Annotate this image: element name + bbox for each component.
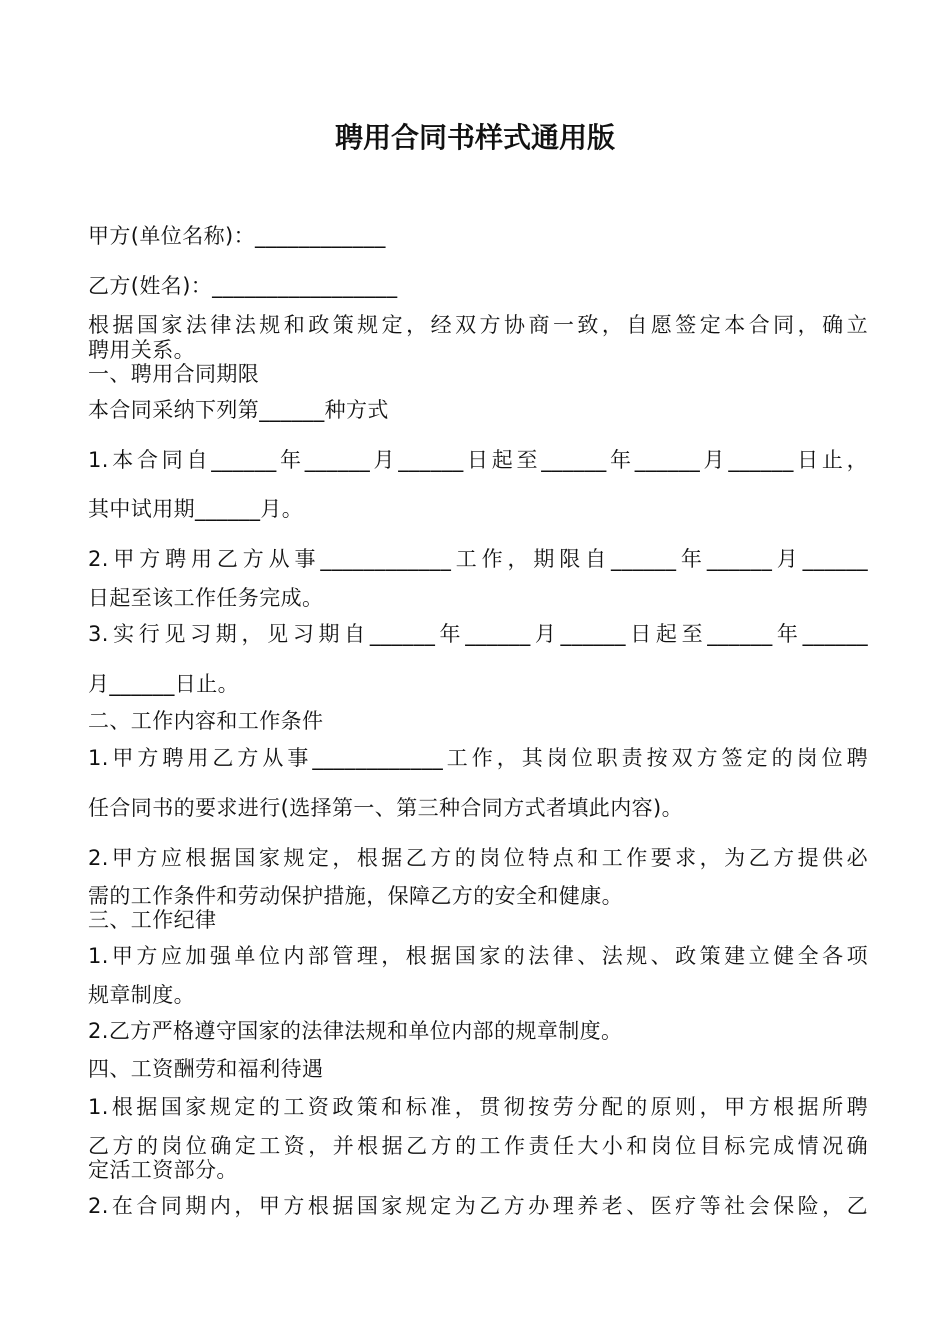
paragraph-line: 定活工资部分。 <box>88 1158 238 1182</box>
paragraph-line: 任合同书的要求进行(选择第一、第三种合同方式者填此内容)。 <box>88 796 683 820</box>
paragraph-line: 2.在合同期内，甲方根据国家规定为乙方办理养老、医疗等社会保险，乙 <box>88 1194 868 1218</box>
paragraph-line: 1.根据国家规定的工资政策和标准，贯彻按劳分配的原则，甲方根据所聘 <box>88 1095 868 1119</box>
paragraph-line: 1.甲方应加强单位内部管理，根据国家的法律、法规、政策建立健全各项 <box>88 944 868 968</box>
paragraph-line: 3.实行见习期，见习期自______年______月______日起至______年______ <box>88 622 868 646</box>
paragraph-line: 需的工作条件和劳动保护措施，保障乙方的安全和健康。 <box>88 884 623 908</box>
paragraph-line: 1.本合同自______年______月______日起至______年______月______日止， <box>88 448 868 472</box>
party-b-line: 乙方(姓名)：_________________ <box>88 274 398 298</box>
party-a-line: 甲方(单位名称)：____________ <box>88 224 386 248</box>
paragraph-line: 聘用关系。 <box>88 338 195 362</box>
section-heading: 二、工作内容和工作条件 <box>88 709 324 733</box>
paragraph-line: 月______日止。 <box>88 672 239 696</box>
section-heading: 三、工作纪律 <box>88 908 217 932</box>
paragraph-line: 1.甲方聘用乙方从事____________工作，其岗位职责按双方签定的岗位聘 <box>88 746 868 770</box>
paragraph-line: 2.甲方应根据国家规定，根据乙方的岗位特点和工作要求，为乙方提供必 <box>88 846 868 870</box>
section-heading: 四、工资酬劳和福利待遇 <box>88 1057 324 1081</box>
paragraph-line: 其中试用期______月。 <box>88 497 304 521</box>
section-heading: 一、聘用合同期限 <box>88 362 260 386</box>
paragraph-line: 规章制度。 <box>88 983 195 1007</box>
paragraph-line: 根据国家法律法规和政策规定，经双方协商一致，自愿签定本合同，确立 <box>88 313 868 337</box>
paragraph-line: 日起至该工作任务完成。 <box>88 586 324 610</box>
paragraph-line: 本合同采纳下列第______种方式 <box>88 398 389 422</box>
paragraph-line: 2.甲方聘用乙方从事____________工作，期限自______年______月______ <box>88 547 868 571</box>
paragraph-line: 2.乙方严格遵守国家的法律法规和单位内部的规章制度。 <box>88 1019 623 1043</box>
document-title: 聘用合同书样式通用版 <box>334 121 615 154</box>
paragraph-line: 乙方的岗位确定工资，并根据乙方的工作责任大小和岗位目标完成情况确 <box>88 1134 868 1158</box>
